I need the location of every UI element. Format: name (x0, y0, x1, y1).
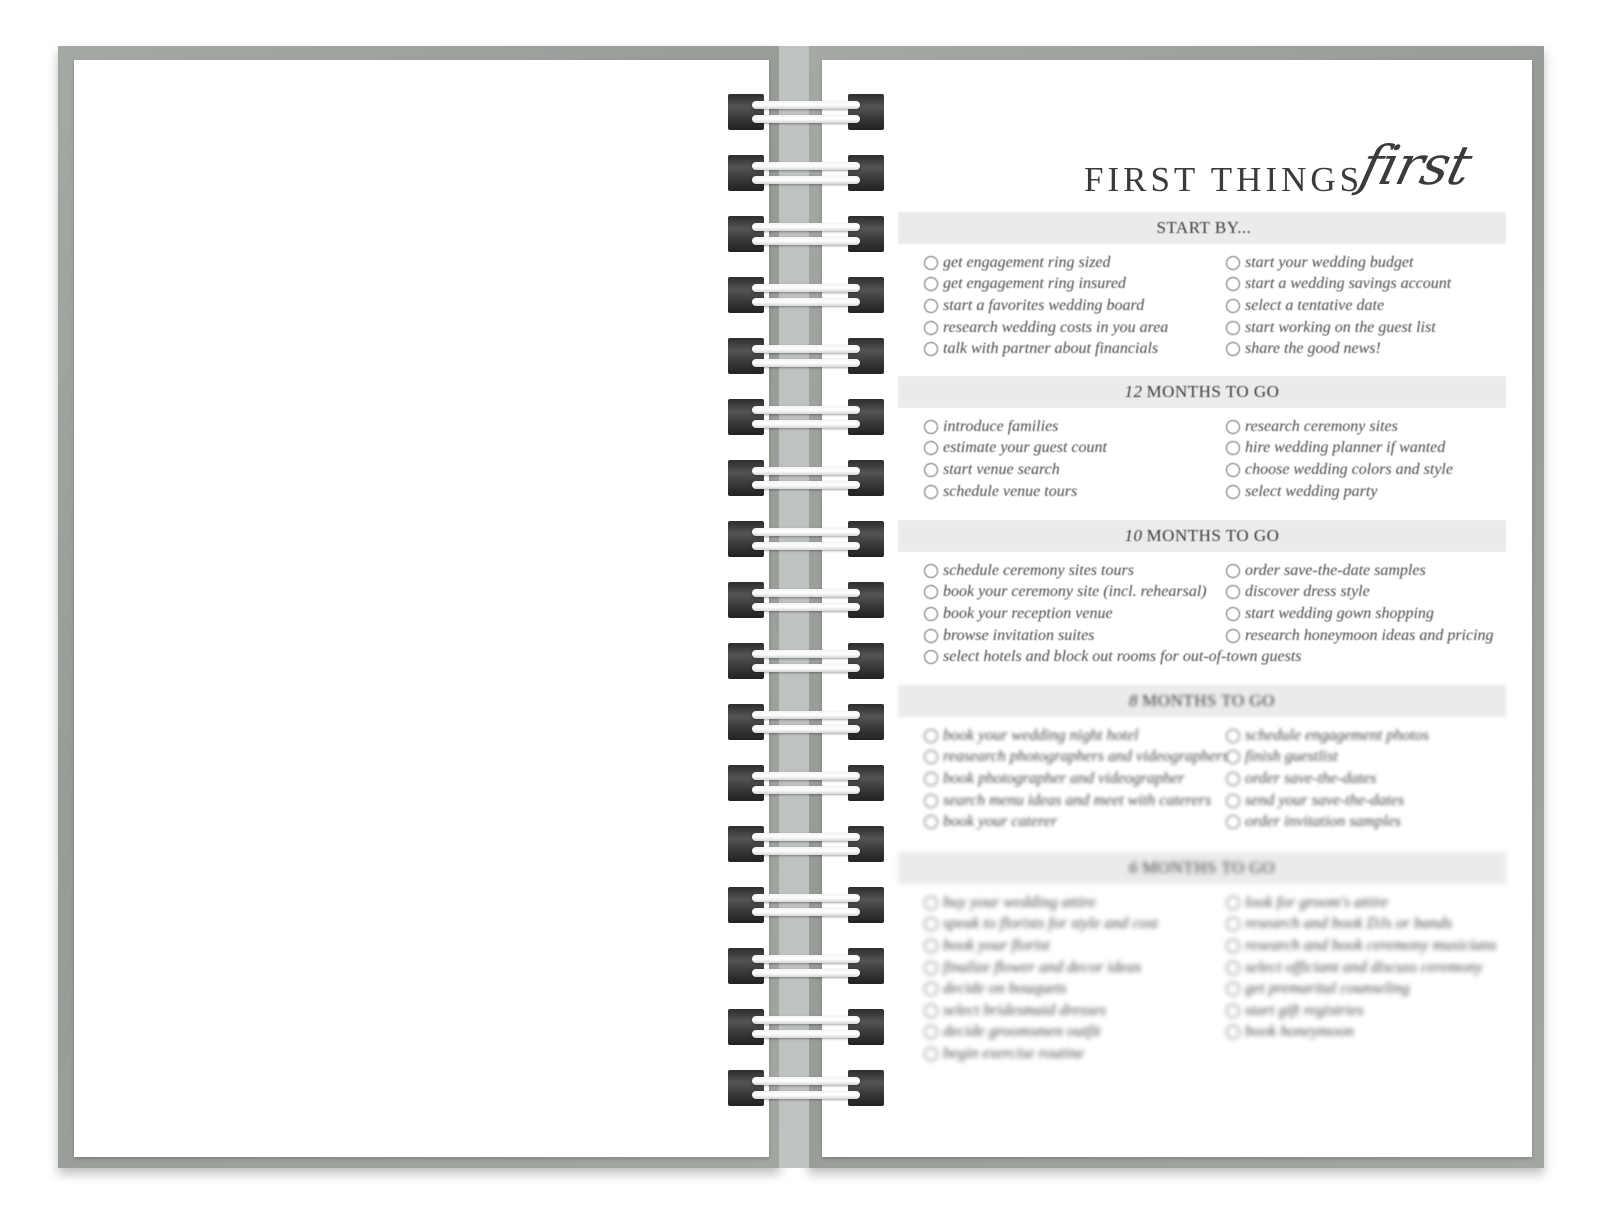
checklist-item[interactable] (924, 603, 1224, 625)
binding-ring (728, 887, 884, 923)
checklist-item-label: book honeymoon (1245, 1023, 1354, 1041)
checkbox-icon[interactable] (1226, 277, 1240, 291)
checklist-item-label: introduce families (943, 417, 1059, 435)
checkbox-icon[interactable] (1226, 342, 1240, 356)
binding-ring (728, 399, 884, 435)
checklist-column-right (1226, 725, 1516, 833)
checklist-item[interactable] (924, 646, 1302, 668)
checkbox-icon[interactable] (1226, 607, 1240, 621)
checklist-item-label: start wedding gown shopping (1245, 604, 1434, 622)
checklist-item[interactable] (924, 295, 1224, 317)
checkbox-icon[interactable] (1226, 256, 1240, 270)
checklist-item[interactable] (1226, 252, 1516, 274)
checklist-item[interactable] (1226, 416, 1516, 438)
checkbox-icon[interactable] (1226, 299, 1240, 313)
checklist-item-label: select officiant and discuss ceremony (1245, 958, 1483, 976)
checklist-column-right (1226, 252, 1516, 360)
checklist-item[interactable] (924, 914, 1224, 936)
checklist-item-label: get engagement ring insured (943, 275, 1126, 293)
section-header-text: MONTHS TO GO (1142, 691, 1275, 710)
checklist-item[interactable] (1226, 892, 1516, 914)
binding-ring (728, 1009, 884, 1045)
section-header (898, 685, 1506, 717)
binding-ring (728, 216, 884, 252)
checklist-item-label: decide groomsmen outfit (943, 1023, 1101, 1041)
checklist-item-label: start a favorites wedding board (943, 296, 1145, 314)
binding-ring (728, 338, 884, 374)
checklist-item[interactable] (924, 1043, 1224, 1065)
checkbox-icon[interactable] (924, 321, 938, 335)
checklist-column-left (924, 892, 1224, 1065)
binding-ring (728, 643, 884, 679)
section-header (898, 852, 1506, 884)
checklist-column-right (1226, 560, 1516, 646)
checklist-item-label: schedule engagement photos (1245, 726, 1429, 744)
checklist (924, 252, 1506, 362)
checklist-column-right (1226, 416, 1516, 502)
checklist-item[interactable] (1226, 747, 1516, 769)
checkbox-icon[interactable] (1226, 463, 1240, 477)
section-header-text: MONTHS TO GO (1146, 526, 1280, 545)
checkbox-icon[interactable] (1226, 794, 1240, 808)
checklist-item[interactable] (924, 317, 1224, 339)
checklist-item[interactable] (1226, 438, 1516, 460)
checklist (924, 892, 1506, 1068)
section-8-months (898, 685, 1506, 835)
checklist-item-label: browse invitation suites (943, 626, 1095, 644)
checklist-item[interactable] (924, 935, 1224, 957)
checklist-item[interactable] (1226, 978, 1516, 1000)
checklist-item[interactable] (924, 768, 1224, 790)
checklist-item-label: select a tentative date (1245, 296, 1385, 314)
checklist-item[interactable] (924, 1000, 1224, 1022)
checklist-item[interactable] (924, 747, 1229, 769)
checkbox-icon[interactable] (1226, 321, 1240, 335)
checklist-item-label: reasearch photographers and videographers (943, 748, 1229, 766)
checklist-item[interactable] (1226, 582, 1516, 604)
checklist-item-label: order save-the-dates (1245, 769, 1377, 787)
binding-ring (728, 948, 884, 984)
checkbox-icon[interactable] (924, 299, 938, 313)
checkbox-icon[interactable] (924, 277, 938, 291)
checklist-item-label: buy your wedding attire (943, 893, 1096, 911)
checkbox-icon[interactable] (924, 815, 938, 829)
binding-ring (728, 1070, 884, 1106)
checklist (924, 725, 1506, 835)
binding-ring (728, 704, 884, 740)
section-header-num: 6 (1129, 858, 1139, 877)
checkbox-icon[interactable] (1226, 939, 1240, 953)
checklist-item-label: talk with partner about financials (943, 340, 1159, 358)
checkbox-icon[interactable] (1226, 982, 1240, 996)
checklist-item[interactable] (1226, 935, 1516, 957)
checklist-item[interactable] (924, 1022, 1224, 1044)
checklist-item-label: begin exercise routine (943, 1044, 1084, 1062)
checkbox-icon[interactable] (924, 463, 938, 477)
checklist-item[interactable] (1226, 560, 1516, 582)
checkbox-icon[interactable] (924, 1025, 938, 1039)
checkbox-icon[interactable] (924, 794, 938, 808)
checkbox-icon[interactable] (924, 256, 938, 270)
checklist-item[interactable] (1226, 274, 1516, 296)
checklist-item[interactable] (1226, 725, 1516, 747)
checklist-item[interactable] (924, 560, 1224, 582)
checkbox-icon[interactable] (1226, 815, 1240, 829)
checkbox-icon[interactable] (924, 772, 938, 786)
checklist-item[interactable] (924, 416, 1224, 438)
checklist-item-label: start a wedding savings account (1245, 275, 1452, 293)
checklist-item-label: select bridesmaid dresses (943, 1001, 1106, 1019)
checklist-item-label: start gift registries (1245, 1001, 1364, 1019)
checklist-item-label: book your caterer (943, 813, 1058, 831)
checklist-item-label: book photographer and videographer (943, 769, 1185, 787)
checklist-item[interactable] (1226, 338, 1516, 360)
checkbox-icon[interactable] (1226, 772, 1240, 786)
binding-ring (728, 155, 884, 191)
checklist-item[interactable] (924, 625, 1224, 647)
section-12-months (898, 376, 1506, 506)
checklist-item[interactable] (1226, 481, 1516, 503)
section-header-num: 10 (1124, 526, 1143, 545)
section-header-num: 12 (1124, 382, 1143, 401)
checklist-item[interactable] (1226, 1022, 1516, 1044)
checklist-item-label: research ceremony sites (1245, 417, 1398, 435)
checkbox-icon[interactable] (1226, 917, 1240, 931)
checklist-item[interactable] (924, 811, 1224, 833)
checklist (924, 560, 1506, 672)
checklist-item-label: research honeymoon ideas and pricing (1245, 626, 1494, 644)
checkbox-icon[interactable] (924, 629, 938, 643)
checklist-item-label: choose wedding colors and style (1245, 460, 1453, 478)
checkbox-icon[interactable] (924, 1047, 938, 1061)
checkbox-icon[interactable] (924, 961, 938, 975)
checklist-item[interactable] (924, 582, 1224, 604)
section-header (898, 376, 1506, 408)
checklist-item-label: select hotels and block out rooms for out-of-town guests (943, 648, 1302, 666)
checklist-item[interactable] (1226, 957, 1516, 979)
checklist-item-label: look for groom's attire (1245, 893, 1389, 911)
checkbox-icon[interactable] (1226, 961, 1240, 975)
checkbox-icon[interactable] (924, 650, 938, 664)
section-header-num: 8 (1129, 691, 1139, 710)
checkbox-icon[interactable] (1226, 1025, 1240, 1039)
checklist-item-label: research and book DJs or bands (1245, 915, 1453, 933)
checkbox-icon[interactable] (924, 750, 938, 764)
checklist-item-label: schedule ceremony sites tours (943, 561, 1134, 579)
title-script: first (1354, 134, 1478, 197)
section-6-months (898, 852, 1506, 1068)
checklist-item-label: order save-the-date samples (1245, 561, 1426, 579)
checkbox-icon[interactable] (924, 441, 938, 455)
checklist-item[interactable] (1226, 295, 1516, 317)
binding-ring (728, 94, 884, 130)
checklist-item-label: finalize flower and decor ideas (943, 958, 1142, 976)
checkbox-icon[interactable] (924, 896, 938, 910)
checklist-item-label: get premarital counseling (1245, 980, 1410, 998)
checklist-item[interactable] (1226, 914, 1516, 936)
checkbox-icon[interactable] (924, 585, 938, 599)
checkbox-icon[interactable] (1226, 750, 1240, 764)
checklist-item[interactable] (924, 725, 1224, 747)
checklist-item[interactable] (924, 252, 1224, 274)
checkbox-icon[interactable] (1226, 441, 1240, 455)
checkbox-icon[interactable] (924, 1004, 938, 1018)
checklist-item[interactable] (924, 459, 1224, 481)
checklist-item[interactable] (924, 481, 1224, 503)
section-start-by (898, 212, 1506, 362)
checklist-item[interactable] (924, 892, 1224, 914)
checkbox-icon[interactable] (1226, 585, 1240, 599)
checkbox-icon[interactable] (1226, 420, 1240, 434)
left-page-blank (74, 60, 769, 1157)
section-header (898, 520, 1506, 552)
title-main: FIRST THINGS (1084, 160, 1364, 199)
checkbox-icon[interactable] (924, 607, 938, 621)
checkbox-icon[interactable] (924, 485, 938, 499)
checklist-column-left (924, 725, 1229, 833)
checklist-item[interactable] (924, 274, 1224, 296)
checklist-item[interactable] (924, 957, 1224, 979)
checklist-item-label: estimate your guest count (943, 439, 1107, 457)
checkbox-icon[interactable] (1226, 485, 1240, 499)
checklist-item[interactable] (1226, 625, 1516, 647)
checklist-item-label: research wedding costs in you area (943, 318, 1169, 336)
checklist-item-label: start your wedding budget (1245, 253, 1414, 271)
checklist-column-right (1226, 892, 1516, 1043)
checklist-item[interactable] (1226, 1000, 1516, 1022)
checklist-item-label: send your save-the-dates (1245, 791, 1405, 809)
checklist-column-left (924, 560, 1302, 668)
checkbox-icon[interactable] (1226, 564, 1240, 578)
checklist (924, 416, 1506, 506)
checkbox-icon[interactable] (924, 939, 938, 953)
binding-ring (728, 460, 884, 496)
checklist-item-label: discover dress style (1245, 583, 1370, 601)
checklist-item-label: schedule venue tours (943, 482, 1078, 500)
checkbox-icon[interactable] (924, 420, 938, 434)
checklist-item[interactable] (1226, 811, 1516, 833)
checklist-item-label: finish guestlist (1245, 748, 1338, 766)
checklist-item[interactable] (1226, 317, 1516, 339)
checkbox-icon[interactable] (924, 982, 938, 996)
binding-ring (728, 582, 884, 618)
checklist-item-label: book your reception venue (943, 604, 1113, 622)
checklist-item[interactable] (924, 790, 1224, 812)
checklist-item-label: speak to florists for style and cost (943, 915, 1159, 933)
checklist-item[interactable] (1226, 603, 1516, 625)
checklist-item-label: book your ceremony site (incl. rehearsal) (943, 583, 1207, 601)
binding-ring (728, 277, 884, 313)
binding-ring (728, 826, 884, 862)
checklist-item-label: hire wedding planner if wanted (1245, 439, 1446, 457)
checkbox-icon[interactable] (924, 917, 938, 931)
checklist-column-left (924, 416, 1224, 502)
section-header-text: MONTHS TO GO (1142, 858, 1275, 877)
checkbox-icon[interactable] (1226, 729, 1240, 743)
checklist-item[interactable] (924, 978, 1224, 1000)
checkbox-icon[interactable] (1226, 629, 1240, 643)
checkbox-icon[interactable] (924, 342, 938, 356)
section-header-text: MONTHS TO GO (1146, 382, 1280, 401)
checklist-item-label: book your florist (943, 936, 1050, 954)
checklist-item-label: search menu ideas and meet with caterers (943, 791, 1212, 809)
checklist-item-label: decide on bouquets (943, 980, 1067, 998)
checklist-item[interactable] (924, 438, 1224, 460)
checklist-item[interactable] (1226, 459, 1516, 481)
checklist-column-left (924, 252, 1224, 360)
checklist-item-label: select wedding party (1245, 482, 1378, 500)
checkbox-icon[interactable] (1226, 896, 1240, 910)
checklist-item-label: start working on the guest list (1245, 318, 1436, 336)
section-10-months (898, 520, 1506, 672)
checklist-item-label: book your wedding night hotel (943, 726, 1139, 744)
checklist-item-label: research and book ceremony musicians (1245, 936, 1497, 954)
page-title (1070, 134, 1510, 210)
checkbox-icon[interactable] (924, 564, 938, 578)
checklist-item-label: start venue search (943, 460, 1060, 478)
binding-ring (728, 521, 884, 557)
checklist-item[interactable] (1226, 790, 1516, 812)
checklist-item[interactable] (924, 338, 1224, 360)
checkbox-icon[interactable] (924, 729, 938, 743)
section-header (898, 212, 1506, 244)
checklist-item-label: order invitation samples (1245, 813, 1401, 831)
checklist-item-label: get engagement ring sized (943, 253, 1111, 271)
checklist-item-label: share the good news! (1245, 340, 1381, 358)
checkbox-icon[interactable] (1226, 1004, 1240, 1018)
section-header-text: START BY... (1156, 218, 1252, 237)
checklist-item[interactable] (1226, 768, 1516, 790)
binding-ring (728, 765, 884, 801)
